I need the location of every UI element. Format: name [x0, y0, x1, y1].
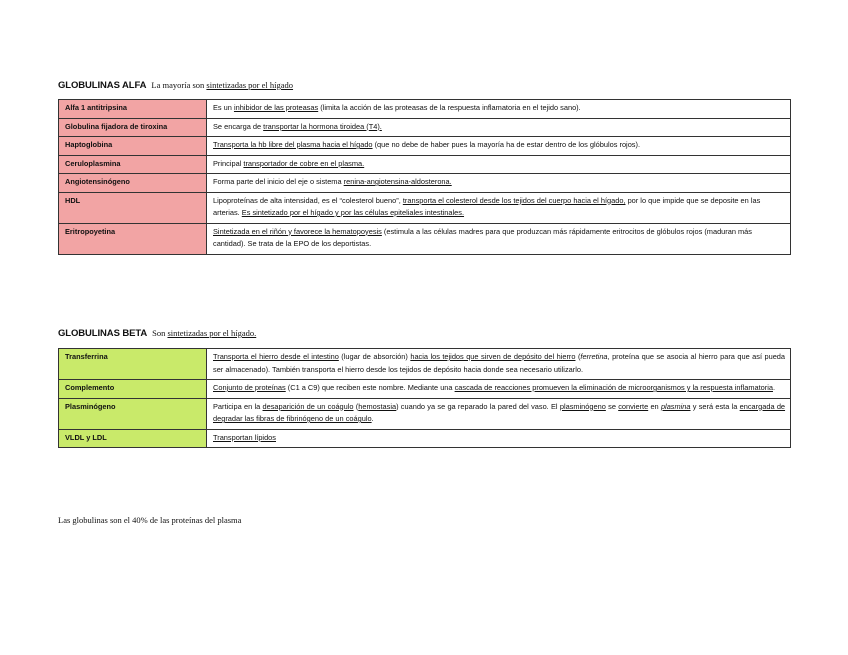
footer-note: Las globulinas son el 40% de las proteínas del plasma [58, 515, 242, 525]
description-text: Lipoproteínas de alta intensidad, es el “colesterol bueno”, [213, 195, 403, 205]
description-text: ) cuando ya se ga reparado la pared del vaso. El [396, 401, 560, 411]
row-name: Transferrina [59, 349, 207, 380]
row-name: Haptoglobina [59, 137, 207, 156]
row-name: Eritropoyetina [59, 223, 207, 254]
alfa-table [58, 99, 791, 255]
description-text: en [648, 401, 661, 411]
description-text: y será esta la [690, 401, 740, 411]
beta-table [58, 348, 791, 448]
underlined-text: Transporta el hierro desde el intestino [213, 352, 339, 361]
row-description [207, 192, 791, 223]
description-text: ferretina [580, 352, 608, 361]
underlined-text: hacia los tejidos que sirven de depósito del hierro [410, 352, 576, 361]
underlined-text: inhibidor de las proteasas [233, 103, 319, 112]
description-text: , proteína que se asocia al hierro para que así pueda ser almacenado). También transporta el hierro desde los tejidos de depósito hacia donde sea necesario utilizarlo. [213, 352, 786, 374]
row-name: Plasminógeno [59, 398, 207, 429]
underlined-text: plasminógeno [559, 401, 606, 411]
row-description [207, 429, 791, 448]
table-row [59, 118, 791, 137]
row-name: VLDL y LDL [59, 429, 207, 448]
underlined-text: encargada de degradar las fibras de fibrinógeno de un coágulo [213, 401, 786, 423]
table-row [59, 155, 791, 174]
description-text: (estimula a las células madres para que produzcan más rápidamente eritrocitos de glóbulos rojos (maduran más cantidad). Se trata de la EPO de los deportistas. [213, 226, 752, 248]
description-text: . [371, 414, 374, 423]
row-name: Alfa 1 antitripsina [59, 100, 207, 119]
beta-title: GLOBULINAS BETA [58, 328, 148, 339]
table-row [59, 429, 791, 448]
beta-subtitle-text: Son [152, 328, 168, 338]
description-text: Forma parte del inicio del eje o sistema [213, 177, 344, 186]
alfa-subtitle-text: La mayoría son [151, 80, 207, 90]
row-description [207, 155, 791, 174]
underlined-text: hemostasia [358, 401, 397, 411]
row-description [207, 100, 791, 119]
alfa-subtitle [151, 80, 293, 90]
description-text: Participa en la [213, 401, 263, 411]
row-description [207, 380, 791, 399]
description-text: ( [353, 401, 359, 411]
description-text: (que no debe de haber pues la mayoría ha de estar dentro de los glóbulos rojos). [372, 140, 641, 149]
table-row [59, 100, 791, 119]
description-text: (limita la acción de las proteasas de la respuesta inflamatoria en el tejido sano). [318, 103, 581, 112]
underlined-text: transportador de cobre en el plasma. [243, 158, 365, 168]
underlined-text: transportar la hormona tiroidea (T4). [263, 121, 382, 131]
table-row [59, 380, 791, 399]
alfa-title: GLOBULINAS ALFA [58, 80, 147, 91]
alfa-heading [58, 80, 293, 91]
table-row [59, 137, 791, 156]
description-text: Se encarga de [213, 121, 264, 131]
description-text: se [605, 401, 619, 411]
table-row [59, 349, 791, 380]
description-text: Es un [213, 103, 234, 112]
underlined-text: Sintetizada en el riñón y favorece la hematopoyesis [213, 226, 382, 236]
description-text: . [772, 383, 776, 392]
table-row [59, 192, 791, 223]
row-name: Complemento [59, 380, 207, 399]
description-text: (C1 a C9) que reciben este nombre. Mediante una [285, 383, 455, 392]
beta-heading [58, 328, 256, 339]
description-text: ( [575, 352, 581, 361]
underlined-text: plasmina [660, 401, 691, 411]
row-name: HDL [59, 192, 207, 223]
underlined-text: Conjunto de proteínas [213, 383, 286, 392]
beta-subtitle-link: sintetizadas por el hígado. [167, 328, 257, 338]
underlined-text: convierte [618, 401, 649, 411]
row-description [207, 223, 791, 254]
underlined-text: cascada de reacciones promueven la eliminación de microorganismos y la respuesta inflamatoria [454, 383, 773, 392]
description-text: (lugar de absorción) [338, 352, 411, 361]
row-name: Globulina fijadora de tiroxina [59, 118, 207, 137]
table-row [59, 174, 791, 193]
underlined-text: Transportan lípidos [213, 432, 276, 442]
alfa-subtitle-link: sintetizadas por el hígado [206, 80, 294, 90]
underlined-text: Es sintetizado por el hígado y por las células epiteliales intestinales. [241, 208, 465, 217]
row-description [207, 118, 791, 137]
row-description [207, 398, 791, 429]
row-name: Angiotensinógeno [59, 174, 207, 193]
underlined-text: renina-angiotensina-aldosterona. [343, 177, 452, 186]
table-row [59, 398, 791, 429]
row-description [207, 349, 791, 380]
row-name: Ceruloplasmina [59, 155, 207, 174]
row-description [207, 137, 791, 156]
description-text: Principal [213, 158, 244, 168]
beta-subtitle [152, 328, 256, 338]
underlined-text: desaparición de un coágulo [262, 401, 354, 411]
underlined-text: transporta el colesterol desde los tejidos del cuerpo hacia el hígado, [402, 195, 626, 205]
description-text: por lo que impide que se deposite en las arterias. [213, 195, 761, 217]
row-description [207, 174, 791, 193]
table-row [59, 223, 791, 254]
underlined-text: Transporta la hb libre del plasma hacia el hígado [213, 140, 373, 149]
